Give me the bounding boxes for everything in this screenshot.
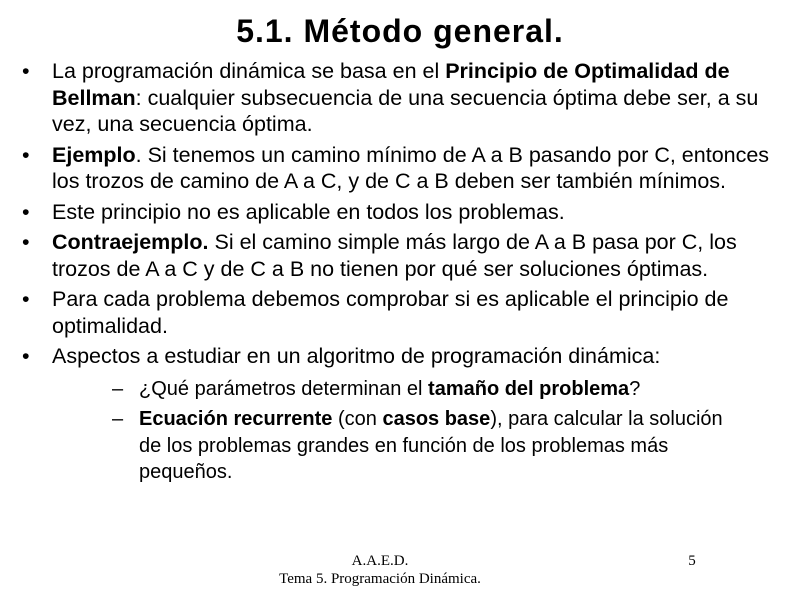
page-number: 5 [688,553,696,569]
bullet-icon: • [22,59,30,83]
bullet-item-not-applicable [0,199,800,226]
bullet-item-principle [0,58,800,138]
bullet-text: . Si tenemos un camino mínimo de A a B pasando por C, entonces los trozos de camino de A a C, y de C a B deben ser también mínimos. [52,142,770,193]
bullet-item-check [0,286,800,339]
sub-bullet-text: (con [332,408,383,430]
bullet-emphasis: Ejemplo [52,142,136,167]
bullet-icon: • [22,142,30,167]
bullet-icon: • [22,199,30,224]
sub-bullet-emphasis: Ecuación recurrente [139,408,333,430]
slide-footer [240,552,520,588]
bullet-text: Aspectos a estudiar en un algoritmo de programación dinámica: [52,344,661,368]
bullet-text: Para cada problema debemos comprobar si es aplicable el principio de optimalidad. [52,287,729,338]
sub-bullet-text: ¿Qué parámetros determinan el [139,377,429,400]
dash-icon: – [112,408,124,430]
bullet-text: : cualquier subsecuencia de una secuencia óptima debe ser, a su vez, una secuencia óptima. [52,85,759,136]
sub-bullet-text: ), para calcular la solución de los problemas grandes en función de los problemas más pequeños. [139,408,723,483]
bullet-icon: • [22,230,30,254]
sub-bullet-list [52,376,772,486]
sub-bullet-text: ? [629,377,641,400]
sub-bullet-emphasis: casos base [382,408,491,430]
bullet-emphasis: Contraejemplo. [52,230,209,254]
sub-bullet-item-size [52,376,772,403]
sub-bullet-item-recurrence [52,406,772,486]
bullet-text: Si el camino simple más largo de A a B pasa por C, los trozos de A a C y de C a B no tienen por qué ser soluciones óptimas. [52,230,737,281]
bullet-text: Este principio no es aplicable en todos los problemas. [52,199,565,224]
footer-course: A.A.E.D. [351,553,409,569]
dash-icon: – [112,377,124,400]
bullet-item-counterexample [0,229,800,282]
slide-title: 5.1. Método general. [236,13,564,49]
sub-bullet-emphasis: tamaño del problema [428,377,630,400]
bullet-icon: • [22,344,30,368]
bullet-icon: • [22,287,30,311]
footer-topic: Tema 5. Programación Dinámica. [279,571,481,587]
bullet-item-aspects [0,343,800,486]
bullet-list [0,58,800,490]
bullet-text: La programación dinámica se basa en el [52,59,446,83]
bullet-item-example [0,142,800,195]
bullet-emphasis: Principio de Optimalidad de Bellman [52,59,730,110]
